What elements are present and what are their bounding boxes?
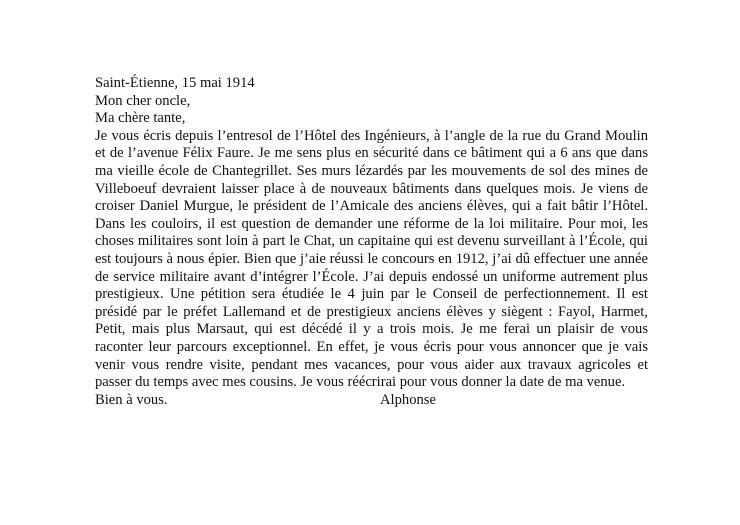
closing-text: Bien à vous. [95,391,168,408]
dateline: Saint-Étienne, 15 mai 1914 [95,75,255,91]
signoff-row [95,392,648,410]
letter-page [95,75,648,410]
signature: Alphonse [380,391,436,408]
letter-body: Je vous écris depuis l’entresol de l’Hôtel des Ingénieurs, à l’angle de la rue du Grand Moulin et de l’avenue Félix Faure. Je me sens plus en sécurité dans ce bâtiment qui a 6 ans que dans ma vieille école de Chantegrillet. Ses murs lézardés par les mouvements de sol des mines de Villeboeuf devraient laisser place à de nouveaux bâtiments dans quelques mois. Je viens de croiser Daniel Murgue, le président de l’Amicale des anciens élèves, qui a fait bâtir l’Hôtel. Dans les couloirs, il est question de demander une réforme de la loi militaire. Pour moi, les choses militaires sont loin à part le Chat, un capitaine qui est devenu surveillant à l’École, qui est toujours à nous épier. Bien que j’aie réussi le concours en 1912, j’ai dû effectuer une année de service militaire avant d’intégrer l’École. J’ai depuis endossé un uniforme autrement plus prestigieux. Une pétition sera étudiée le 4 juin par le Conseil de perfectionnement. Il est présidé par le préfet Lallemand et de prestigieux anciens élèves y siègent : Fayol, Harmet, Petit, mais plus Marsaut, qui est décédé il y a trois mois. Je me ferai un plaisir de vous raconter leur parcours exceptionnel. En effet, je vous écris pour vous annoncer que je vais venir vous rendre visite, pendant mes vacances, pour vous aider aux travaux agricoles et passer du temps avec mes cousins. Je vous réécrirai pour vous donner la date de ma venue. [95,127,648,391]
salutation-uncle: Mon cher oncle, [95,92,191,109]
salutation-aunt: Ma chère tante, [95,110,186,127]
